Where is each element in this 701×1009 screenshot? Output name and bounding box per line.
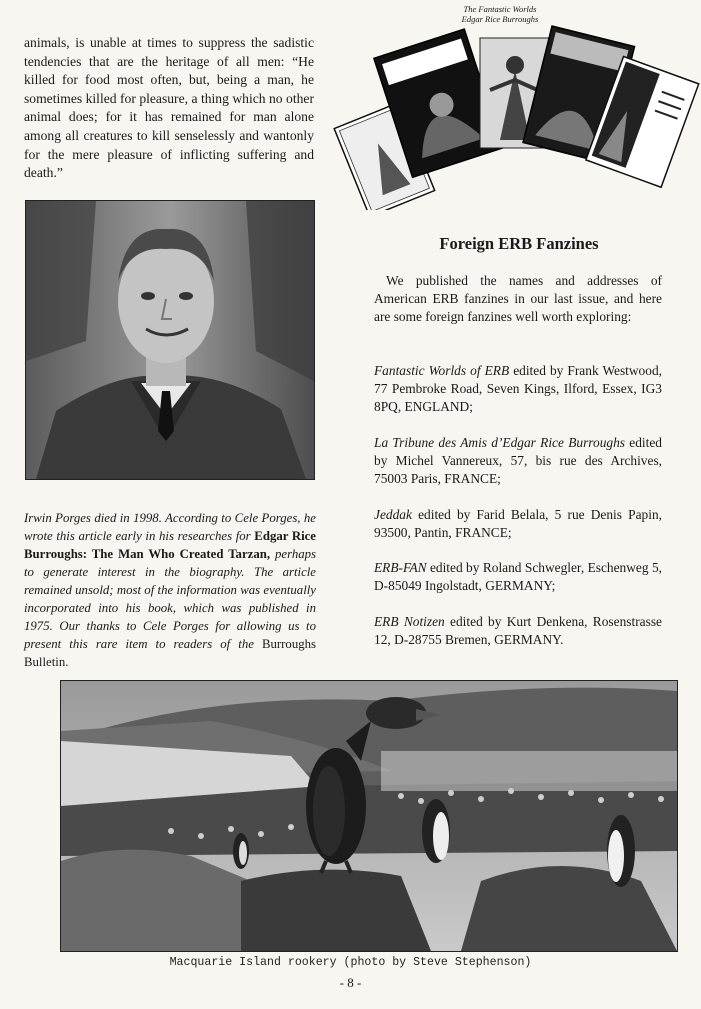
collage-masthead: The Fantastic Worlds Edgar Rice Burroughs	[461, 4, 539, 24]
fanzines-heading: Foreign ERB Fanzines	[439, 234, 599, 253]
fanzine-entry: ERB-FAN edited by Roland Schwegler, Eschenweg 5, D-85049 Ingolstadt, GERMANY;	[374, 560, 662, 594]
fanzine-entry: ERB Notizen edited by Kurt Denkena, Rosenstrasse 12, D-28755 Bremen, GERMANY.	[374, 614, 662, 648]
portrait-caption: Irwin Porges died in 1998. According to Cele Porges, he wrote this article early in his researches for Edgar Rice Burroughs: The Man Who Created Tarzan, perhaps to generate interest in the biography. The article remained unsold; most of the information was eventually incorporated into his book, which was published in 1975. Our thanks to Cele Porges for allowing us to present this rare item to readers of the Burroughs Bulletin.	[24, 510, 316, 669]
fanzines-intro: We published the names and addresses of American ERB fanzines in our last issue, and here are some foreign fanzines well worth exploring:	[374, 273, 662, 325]
fanzine-entry: Fantastic Worlds of ERB edited by Frank Westwood, 77 Pembroke Road, Seven Kings, Ilford, Essex, IG3 8PQ, ENGLAND;	[374, 363, 662, 415]
rookery-photo	[60, 680, 678, 952]
fanzine-covers-collage	[330, 10, 700, 210]
portrait-photo	[25, 200, 315, 480]
lead-paragraph: animals, is unable at times to suppress the sadistic tendencies that are the heritage of all men: “He killed for food most often, but, being a man, he sometimes killed for pleasure, a thing which no other animal does; for it has remained for man alone among all creatures to kill senselessly and wantonly for the mere pleasure of inflicting suffering and death.”	[24, 35, 314, 181]
fanzine-entry: La Tribune des Amis d’Edgar Rice Burroughs edited by Michel Vannereux, 57, bis rue des Archives, 75003 Paris, FRANCE;	[374, 435, 662, 487]
rookery-caption: Macquarie Island rookery (photo by Steve Stephenson)	[169, 956, 532, 969]
fanzine-entry: Jeddak edited by Farid Belala, 5 rue Denis Papin, 93500, Pantin, FRANCE;	[374, 507, 662, 541]
page-number: - 8 -	[339, 975, 362, 990]
